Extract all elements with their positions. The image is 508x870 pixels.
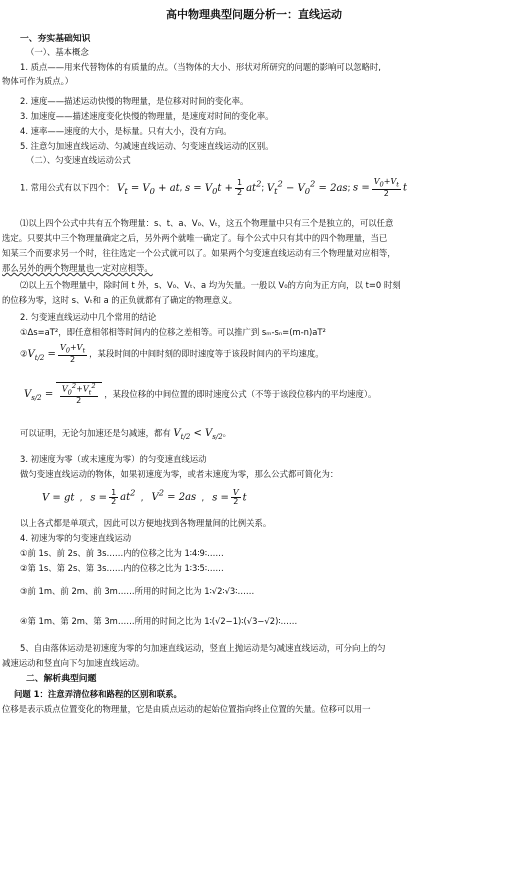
section-heading-basics: 一、夯实基础知识 <box>20 34 91 44</box>
conclusion-3: $V_{s/2}$ = $\frac{V_0^2+V_t^2}{2}$ ，某段位移的中间位置的即时速度公式（不等于该段位移内的平均速度）。 <box>24 382 377 406</box>
concept-note: 5. 注意匀加速直线运动、匀减速直线运动、匀变速直线运动的区别。 <box>20 141 274 151</box>
free-fall-line-2: 减速运动和竖直向下匀加速直线运动。 <box>2 658 145 668</box>
fraction-mid-time: $\frac{V_0+V_t}{2}$ <box>59 343 86 364</box>
zero-initial-desc: 做匀变速直线运动的物体，如果初速度为零，或者末速度为零，那么公式都可简化为： <box>20 469 339 479</box>
zero-initial-heading: 3. 初速度为零（或末速度为零）的匀变速直线运动 <box>20 454 207 464</box>
para-1-line-1: ⑴以上四个公式中共有五个物理量：s、t、a、V₀、Vₜ，这五个物理量中只有三个是独立的，可以任意 <box>20 218 394 228</box>
monomial-note: 以上各式都是单项式，因此可以方便地找到各物理量间的比例关系。 <box>20 518 272 528</box>
page-title: 高中物理典型问题分析一：直线运动 <box>166 8 342 21</box>
simplified-formulas: V = gt , s = $\frac{1}{2}$ $at^2$ , $V^2 = 2as$ , s = $\frac{V}{2}$ t <box>42 487 247 507</box>
ratio-4: ④第 1m、第 2m、第 3m……所用的时间之比为 1∶(√2−1)∶(√3−√2)∶…… <box>20 616 298 626</box>
concept-velocity: 2. 速度——描述运动快慢的物理量，是位移对时间的变化率。 <box>20 96 249 106</box>
problem-1-text: 位移是表示质点位置变化的物理量，它是由质点运动的起始位置指向终止位置的矢量。位移可以用一 <box>2 704 371 714</box>
problem-1-heading: 问题 1：注意弄清位移和路程的区别和联系。 <box>14 689 182 699</box>
concept-speed: 4. 速率——速度的大小，是标量。只有大小，没有方向。 <box>20 126 232 136</box>
para-1-line-4: 那么另外的两个物理量也一定对应相等。 <box>2 263 153 273</box>
sqrt-mid-position: $\frac{V_0^2+V_t^2}{2}$ <box>56 382 102 406</box>
para-2-line-1: ⑵以上五个物理量中，除时间 t 外，s、V₀、Vₜ、a 均为矢量。一般以 V₀的方向为正方向，以 t=0 时刻 <box>20 280 401 290</box>
formula-line-1: 1. 常用公式有以下四个： $V_t = V_0$ + at, $s = V_0t$ + $\frac{1}{2}$ $at^2$; $V_t^2 - V_0^2 = 2as$; s = $\frac{V_0+V_t}{2}$ t <box>20 177 407 198</box>
ratio-3: ③前 1m、前 2m、前 3m……所用的时间之比为 1∶√2∶√3∶…… <box>20 586 255 596</box>
ratio-2: ②第 1s、第 2s、第 3s……内的位移之比为 1∶3∶5∶…… <box>20 563 224 573</box>
concept-acceleration: 3. 加速度——描述速度变化快慢的物理量，是速度对时间的变化率。 <box>20 111 274 121</box>
fraction-half: $\frac{1}{2}$ <box>236 178 243 197</box>
formula-displacement: $s = V_0t$ + <box>185 182 233 196</box>
concept-point-mass-cont: 物体可作为质点。） <box>2 76 74 86</box>
formula-label: 1. 常用公式有以下四个： <box>20 182 115 193</box>
fraction-average-velocity: $\frac{V_0+V_t}{2}$ <box>373 177 399 198</box>
conclusion-1: ①Δs=aT²，即任意相邻相等时间内的位移之差相等。可以推广到 sₘ-sₙ=(m-n)aT² <box>20 327 326 337</box>
concept-point-mass: 1. 质点——用来代替物体的有质量的点。（当物体的大小、形状对所研究的问题的影响可以忽略时, <box>20 62 381 72</box>
section-heading-problems: 二、解析典型问题 <box>26 674 97 684</box>
conclusions-heading: 2. 匀变速直线运动中几个常用的结论 <box>20 312 157 322</box>
formula-average: s = <box>353 182 370 194</box>
ratio-1: ①前 1s、前 2s、前 3s……内的位移之比为 1∶4∶9∶…… <box>20 548 224 558</box>
subheading-formulas: （二）、匀变速直线运动公式 <box>26 155 131 165</box>
para-1-line-3: 知某三个而要求另一个时，往往选定一个公式就可以了。如果两个匀变速直线运动有三个物理量对应相等， <box>2 248 396 258</box>
formula-velocity-squared: $V_t^2 - V_0^2 = 2as$ <box>266 178 348 196</box>
zero-velocity-heading: 4. 初速为零的匀变速直线运动 <box>20 533 132 543</box>
formula-velocity: $V_t = V_0$ + at <box>117 182 180 196</box>
subheading-concepts: （一）、基本概念 <box>26 47 89 57</box>
para-1-line-2: 选定。只要其中三个物理量确定之后，另外两个就唯一确定了。每个公式中只有其中的四个物理量，当已 <box>2 233 388 243</box>
proof-line: 可以证明，无论匀加速还是匀减速，都有 $V_{t/2} < V_{s/2}$。 <box>20 428 232 441</box>
free-fall-line-1: 5、自由落体运动是初速度为零的匀加速直线运动，竖直上抛运动是匀减速直线运动，可分向上的匀 <box>20 643 386 653</box>
para-2-line-2: 的位移为零，这时 s、Vₜ和 a 的正负就都有了确定的物理意义。 <box>2 295 238 305</box>
conclusion-2: $②V_{t/2}$ = $\frac{V_0+V_t}{2}$ ，某段时间的中间时刻的即时速度等于该段时间内的平均速度。 <box>20 343 324 364</box>
